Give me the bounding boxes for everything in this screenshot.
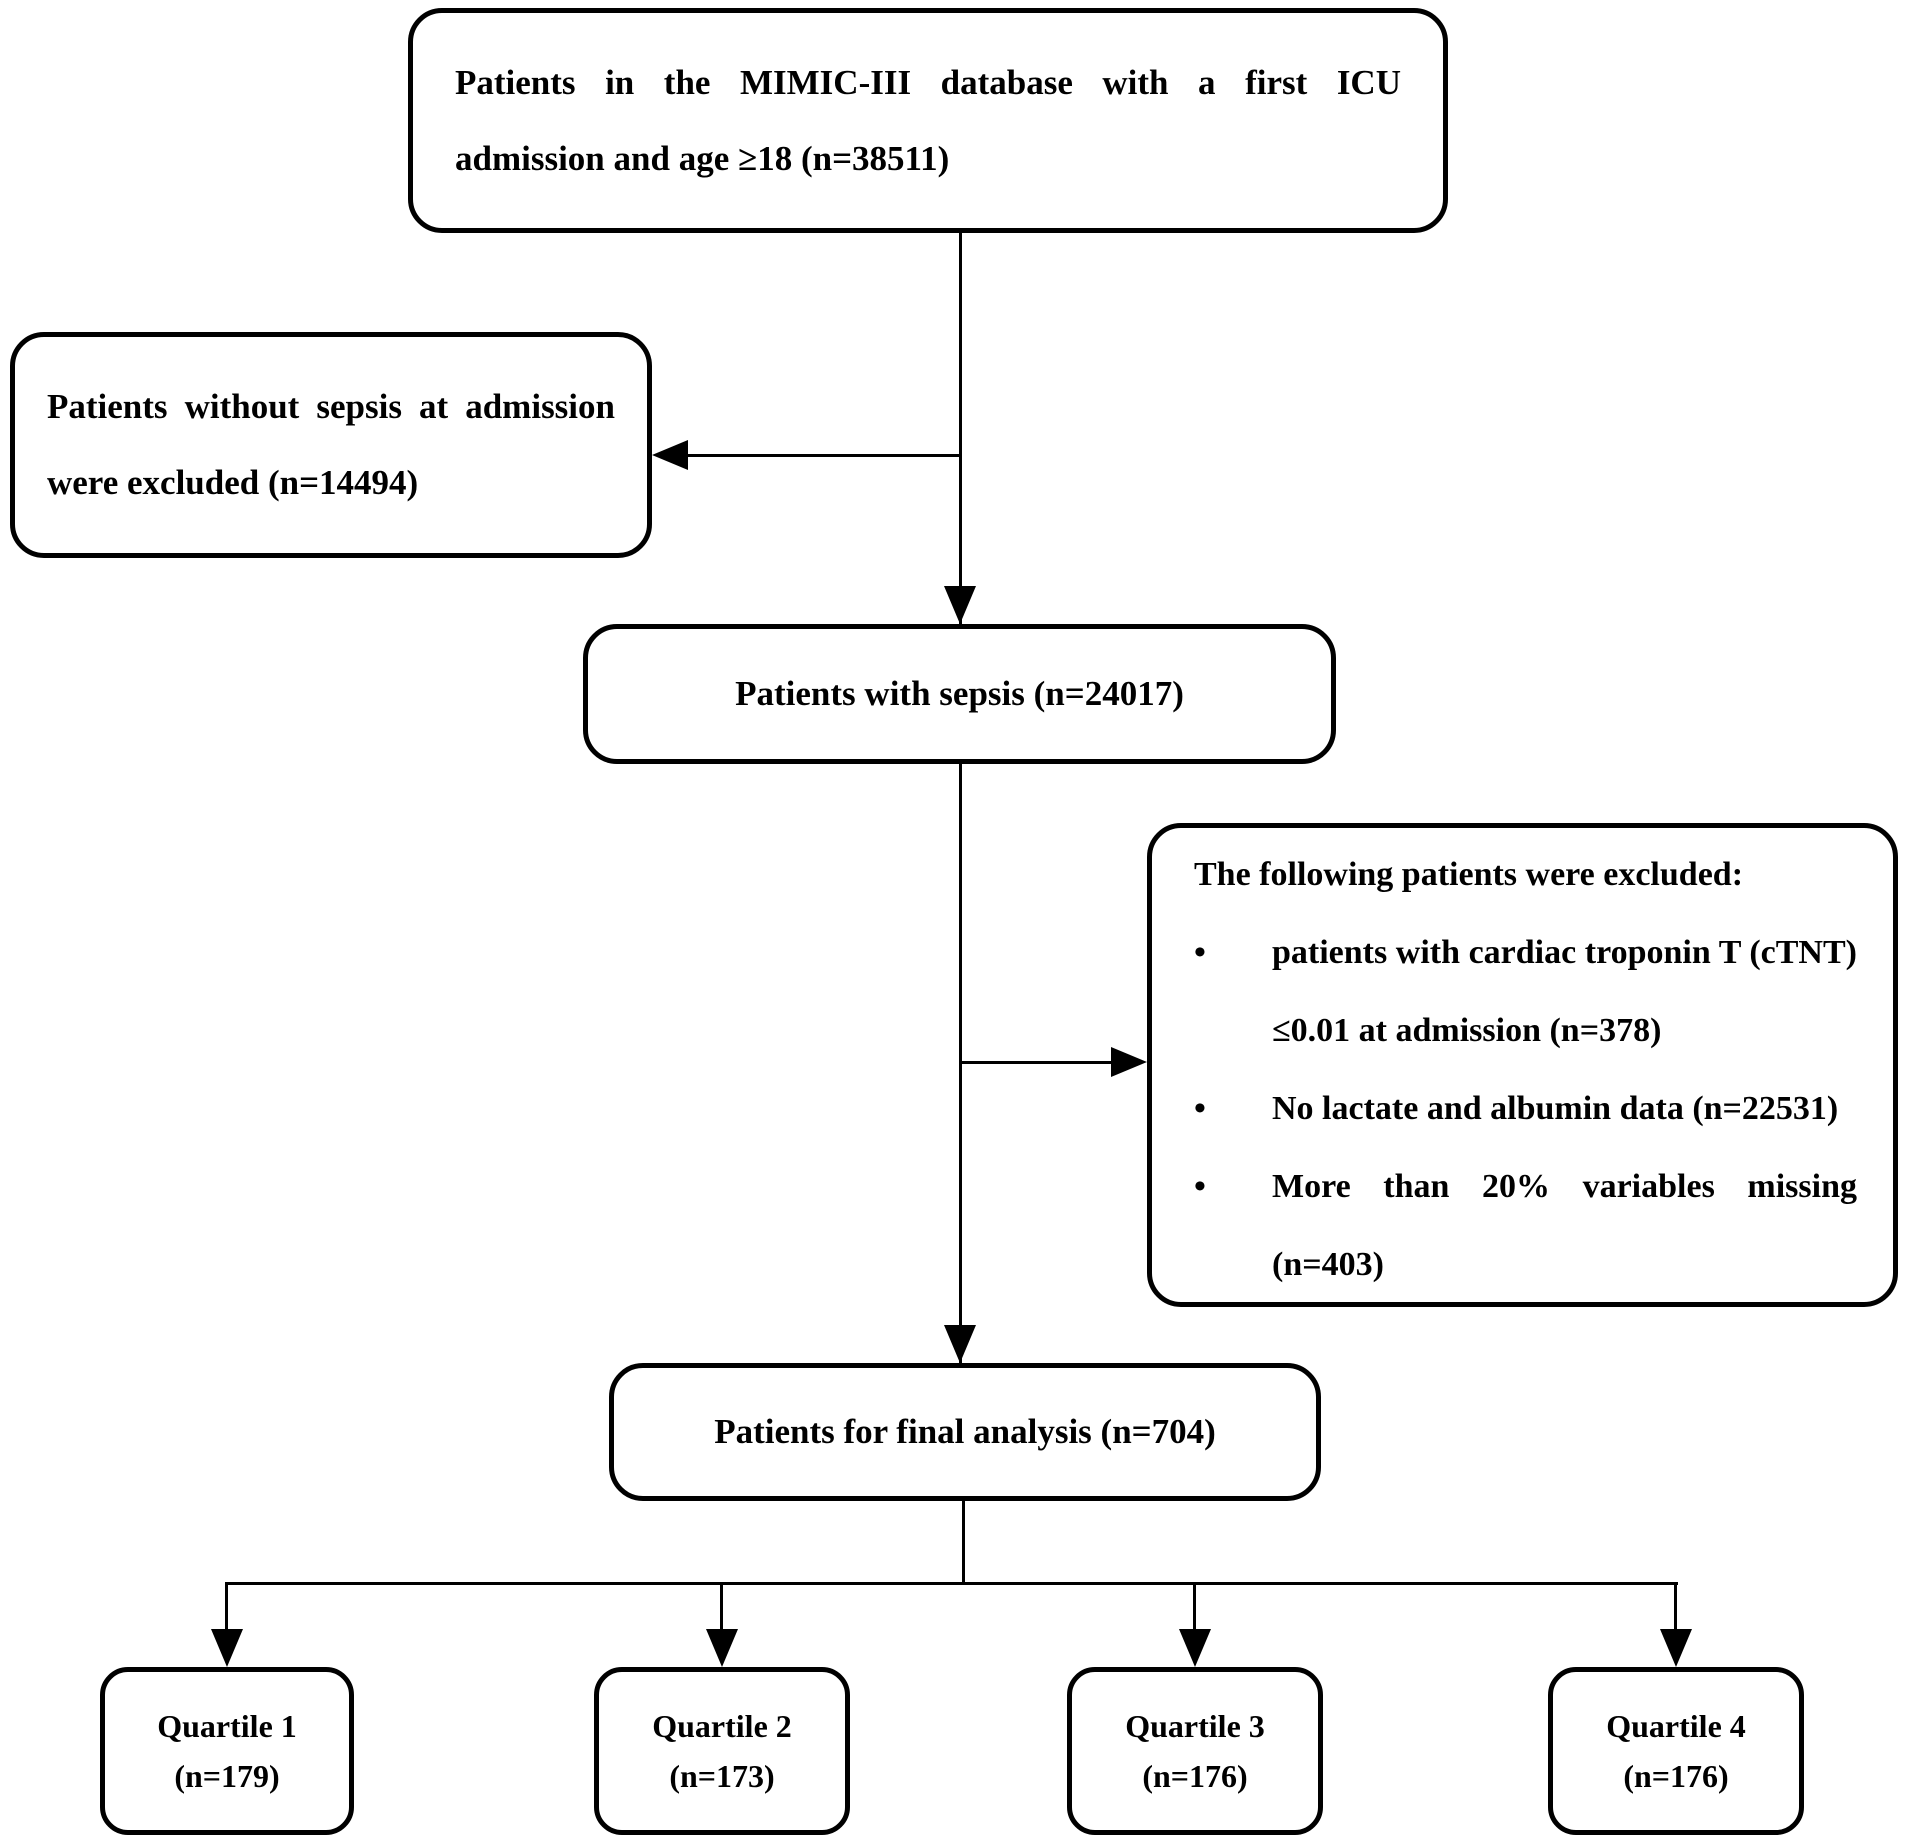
node-final-analysis <box>609 1363 1321 1501</box>
excluded-criteria-item <box>1194 914 1857 1070</box>
node-quartile-2 <box>594 1667 850 1835</box>
connector-drop-quartile-3 <box>1193 1582 1196 1635</box>
node-excluded-no-sepsis-line1: Patients without sepsis at admission <box>47 387 615 426</box>
excluded-criteria-item <box>1194 1070 1857 1148</box>
node-final-analysis-label: Patients for final analysis (n=704) <box>714 1412 1216 1451</box>
node-quartile-3 <box>1067 1667 1323 1835</box>
arrowhead-quartile-4-icon <box>1660 1629 1692 1667</box>
node-excluded-no-sepsis-line2: were excluded (n=14494) <box>47 463 419 502</box>
connector-drop-quartile-4 <box>1674 1582 1677 1635</box>
bullet-icon: • <box>1194 1090 1206 1127</box>
node-population-line1: Patients in the MIMIC-III database with a first ICU <box>455 62 1401 102</box>
quartile-1-count: (n=179) <box>174 1758 280 1794</box>
quartile-1-label: Quartile 1 <box>157 1708 297 1744</box>
node-excluded-no-sepsis <box>10 332 652 558</box>
arrowhead-quartile-2-icon <box>706 1629 738 1667</box>
connector-drop-quartile-2 <box>720 1582 723 1635</box>
node-quartile-4 <box>1548 1667 1804 1835</box>
node-sepsis <box>583 624 1336 764</box>
node-sepsis-label: Patients with sepsis (n=24017) <box>735 674 1184 713</box>
arrowhead-quartile-3-icon <box>1179 1629 1211 1667</box>
distribution-line <box>226 1582 1678 1585</box>
arrowhead-final-icon <box>944 1325 976 1363</box>
connector-drop-quartile-1 <box>225 1582 228 1635</box>
excluded-criteria-item3-line2: (n=403) <box>1272 1246 1384 1283</box>
arrowhead-excluded-left-icon <box>652 440 688 470</box>
excluded-criteria-title: The following patients were excluded: <box>1194 856 1744 893</box>
connector-population-sepsis <box>959 233 962 624</box>
excluded-criteria-item <box>1194 1148 1857 1304</box>
arrowhead-excluded-right-icon <box>1111 1047 1147 1077</box>
arrowhead-quartile-1-icon <box>211 1629 243 1667</box>
node-population <box>408 8 1448 233</box>
quartile-2-count: (n=173) <box>669 1758 775 1794</box>
excluded-criteria-item1-line1: patients with cardiac troponin T (cTNT) <box>1272 934 1857 971</box>
quartile-4-count: (n=176) <box>1623 1758 1729 1794</box>
connector-final-distribution <box>962 1501 965 1584</box>
excluded-criteria-item3-line1: More than 20% variables missing <box>1272 1168 1857 1205</box>
node-quartile-1 <box>100 1667 354 1835</box>
quartile-2-label: Quartile 2 <box>652 1708 792 1744</box>
node-excluded-criteria <box>1147 823 1898 1307</box>
connector-branch-right <box>961 1061 1131 1064</box>
arrowhead-sepsis-icon <box>944 586 976 624</box>
bullet-icon: • <box>1194 1168 1206 1205</box>
excluded-criteria-item2-line1: No lactate and albumin data (n=22531) <box>1272 1090 1839 1127</box>
connector-branch-left <box>670 454 961 457</box>
node-population-line2: admission and age ≥18 (n=38511) <box>455 138 950 178</box>
bullet-icon: • <box>1194 934 1206 971</box>
quartile-3-label: Quartile 3 <box>1125 1708 1265 1744</box>
excluded-criteria-item1-line2: ≤0.01 at admission (n=378) <box>1272 1012 1662 1049</box>
quartile-3-count: (n=176) <box>1142 1758 1248 1794</box>
quartile-4-label: Quartile 4 <box>1606 1708 1746 1744</box>
